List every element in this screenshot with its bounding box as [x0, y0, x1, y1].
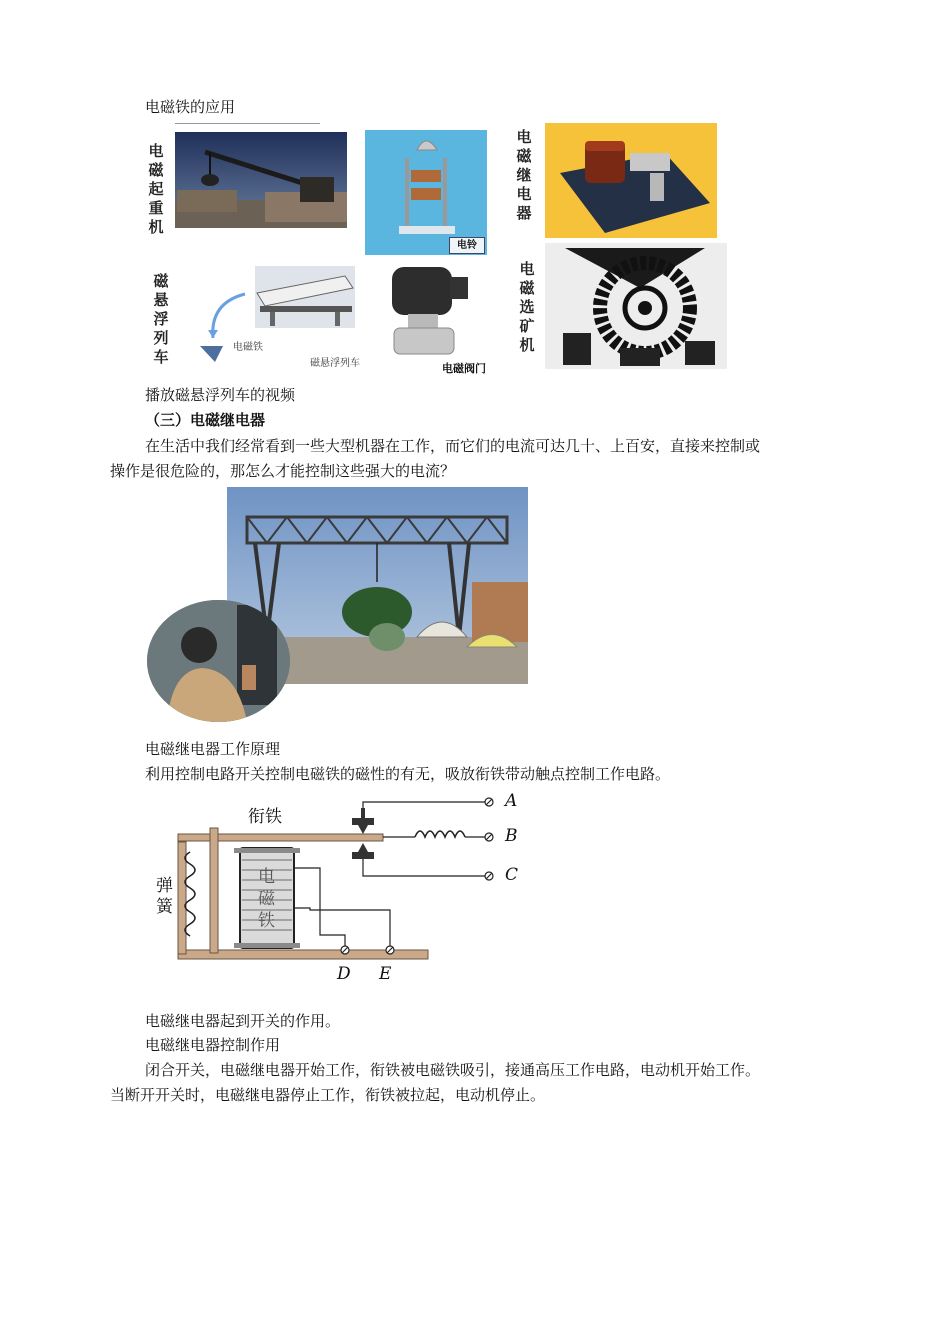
label-separator: 电 磁 选 矿 机 [519, 260, 535, 354]
relay-diagram [150, 790, 530, 990]
terminal-b: B [505, 826, 518, 846]
video-note: 播放磁悬浮列车的视频 [145, 386, 296, 404]
intro-line-2: 操作是很危险的，那怎么才能控制这些强大的电流？ [110, 462, 456, 480]
maglev-caption: 磁悬浮列车 [310, 358, 360, 368]
label-armature: 衔铁 [248, 807, 282, 827]
valve-photo [380, 262, 502, 380]
terminal-e: E [379, 964, 392, 984]
relay-photo [545, 123, 717, 238]
applications-collage [140, 120, 740, 380]
terminal-d: D [337, 964, 351, 984]
control-line-2: 当断开开关时，电磁继电器停止工作，衔铁被拉起，电动机停止。 [110, 1086, 546, 1104]
label-crane: 电 磁 起 重 机 [148, 142, 164, 236]
maglev-photo [185, 258, 365, 368]
terminal-c: C [505, 865, 519, 885]
label-spring: 弹簧 [156, 876, 173, 917]
collage-rule [175, 123, 320, 124]
label-electromagnet: 电磁铁 [258, 867, 275, 931]
maglev-magnet-caption: 电磁铁 [233, 342, 263, 353]
valve-caption: 电磁阀门 [442, 362, 486, 375]
bell-photo [365, 130, 487, 255]
operator-inset-photo [147, 600, 290, 722]
crane-photo [175, 132, 347, 228]
switch-note: 电磁继电器起到开关的作用。 [145, 1012, 341, 1030]
label-maglev: 磁 悬 浮 列 车 [153, 272, 169, 366]
control-line-1: 闭合开关，电磁继电器开始工作，衔铁被电磁铁吸引，接通高压工作电路，电动机开始工作。 [145, 1061, 761, 1079]
terminal-a: A [505, 791, 518, 811]
principle-heading: 电磁继电器工作原理 [145, 740, 281, 758]
label-relay: 电 磁 继 电 器 [516, 128, 532, 222]
intro-line-1: 在生活中我们经常看到一些大型机器在工作，而它们的电流可达几十、上百安，直接来控制或 [145, 437, 761, 455]
bell-caption: 电铃 [449, 237, 485, 254]
separator-photo [545, 243, 727, 369]
heading-applications: 电磁铁的应用 [145, 98, 236, 116]
control-heading: 电磁继电器控制作用 [145, 1036, 281, 1054]
principle-text: 利用控制电路开关控制电磁铁的磁性的有无，吸放衔铁带动触点控制工作电路。 [145, 765, 671, 783]
section-title-relay: （三）电磁继电器 [145, 411, 266, 429]
